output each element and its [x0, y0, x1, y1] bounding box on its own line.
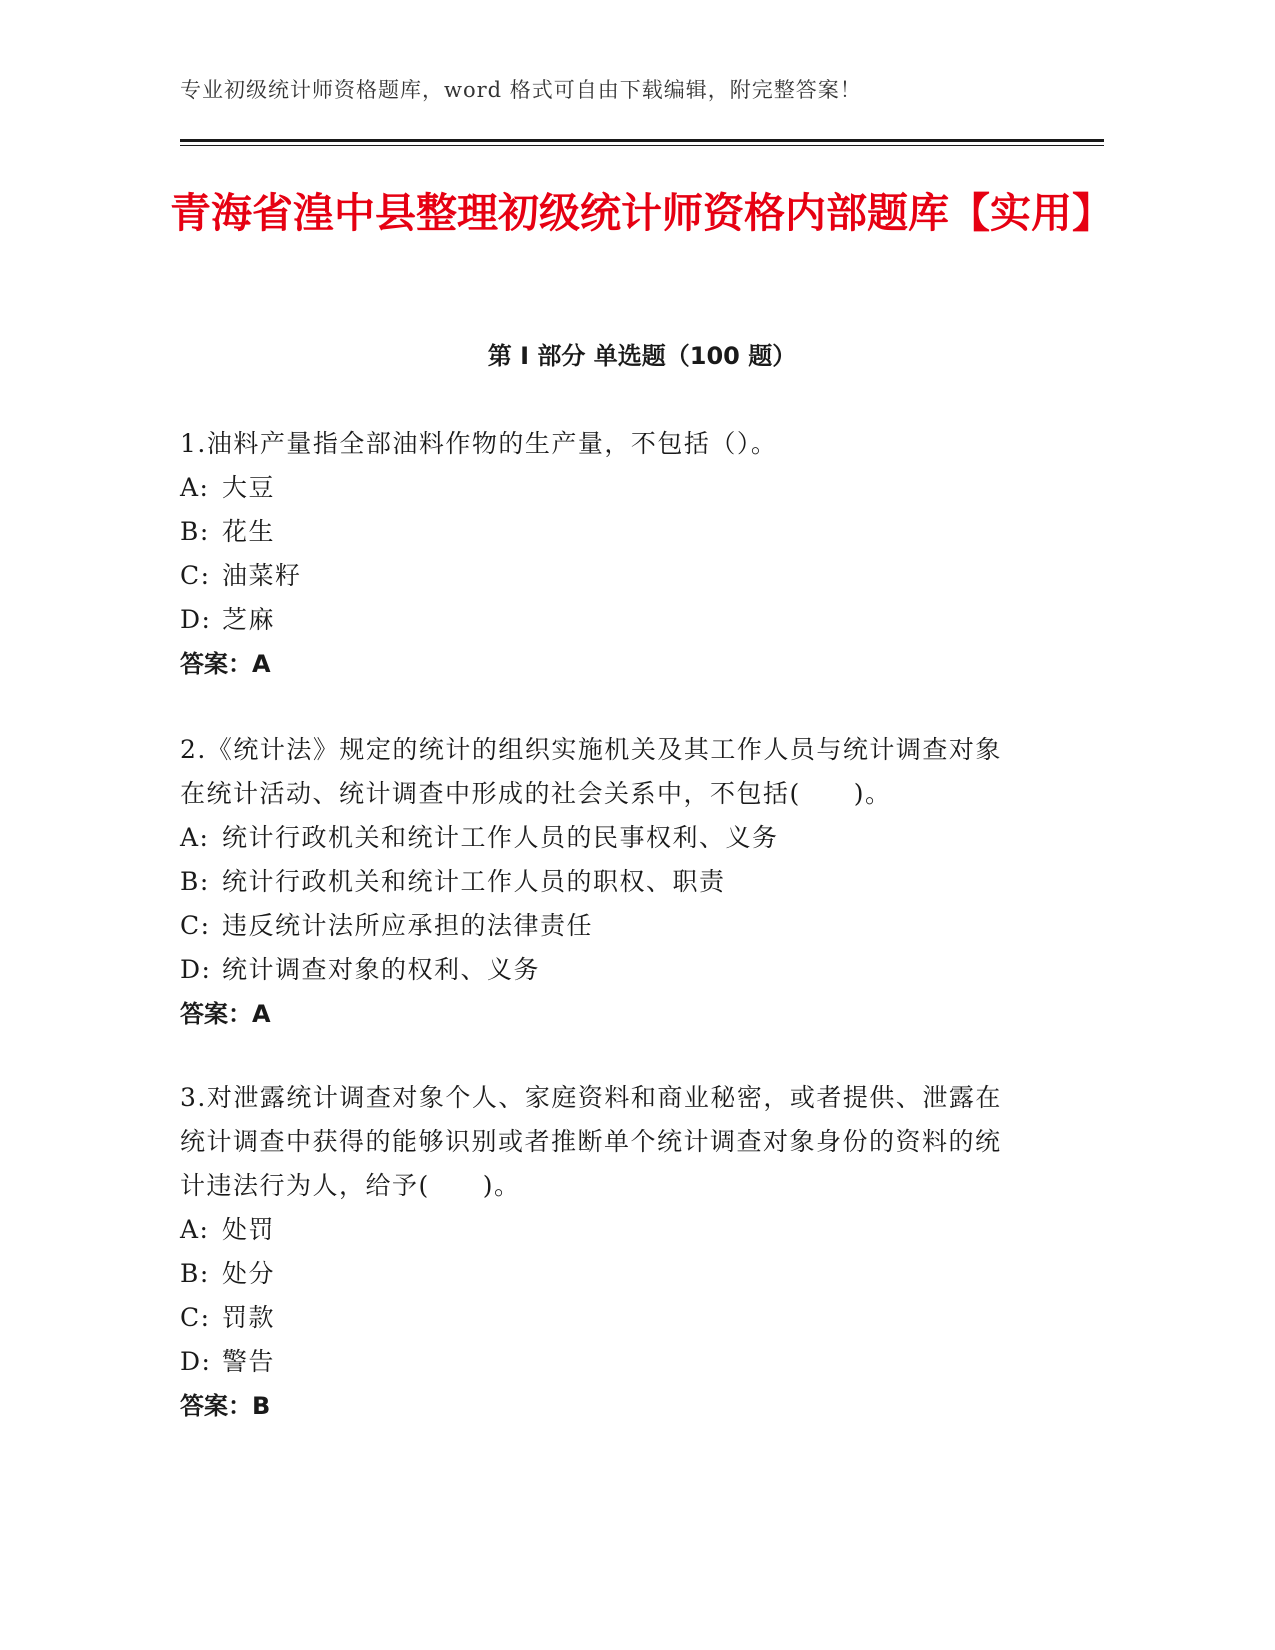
- option-key: A:: [180, 1215, 210, 1244]
- option-key: D:: [180, 955, 212, 984]
- option-text: 大豆: [222, 473, 276, 502]
- question-stem: 1.油料产量指全部油料作物的生产量，不包括（）。: [180, 429, 778, 458]
- option-key: B:: [180, 1259, 210, 1288]
- option-key: C:: [180, 1303, 211, 1332]
- option-c: [180, 904, 1025, 948]
- answer: 答案：A: [180, 1000, 271, 1028]
- option-key: D:: [180, 1347, 212, 1376]
- option-a: [180, 1208, 1025, 1252]
- option-a: [180, 466, 1025, 510]
- option-key: C:: [180, 561, 211, 590]
- option-key: A:: [180, 473, 210, 502]
- option-key: A:: [180, 823, 210, 852]
- option-text: 警告: [222, 1347, 276, 1376]
- answer: 答案：A: [180, 650, 271, 678]
- question-stem: 2.《统计法》规定的统计的组织实施机关及其工作人员与统计调查对象在统计活动、统计调查中形成的社会关系中，不包括( )。: [180, 735, 1002, 808]
- option-text: 处分: [222, 1259, 276, 1288]
- option-key: D:: [180, 605, 212, 634]
- option-d: [180, 1340, 1025, 1384]
- option-key: B:: [180, 517, 210, 546]
- option-text: 芝麻: [222, 605, 276, 634]
- option-key: B:: [180, 867, 210, 896]
- question-3: [180, 1076, 1025, 1428]
- option-d: [180, 598, 1025, 642]
- option-b: [180, 1252, 1025, 1296]
- answer: 答案：B: [180, 1392, 271, 1420]
- option-text: 统计行政机关和统计工作人员的民事权利、义务: [222, 823, 779, 852]
- option-b: [180, 510, 1025, 554]
- section-title: 第 I 部分 单选题（100 题）: [487, 342, 797, 370]
- question-1: [180, 422, 1025, 686]
- option-c: [180, 1296, 1025, 1340]
- option-text: 油菜籽: [222, 561, 302, 590]
- option-a: [180, 816, 1025, 860]
- option-key: C:: [180, 911, 211, 940]
- option-b: [180, 860, 1025, 904]
- header-note: 专业初级统计师资格题库，word 格式可自由下载编辑，附完整答案！: [180, 78, 862, 102]
- option-text: 处罚: [222, 1215, 276, 1244]
- option-text: 罚款: [222, 1303, 276, 1332]
- header-rule-thin: [180, 145, 1104, 146]
- option-c: [180, 554, 1025, 598]
- option-d: [180, 948, 1025, 992]
- option-text: 花生: [222, 517, 276, 546]
- question-2: [180, 728, 1025, 1036]
- option-text: 违反统计法所应承担的法律责任: [222, 911, 594, 940]
- document-title: 青海省湟中县整理初级统计师资格内部题库【实用】: [170, 189, 1113, 237]
- question-stem: 3.对泄露统计调查对象个人、家庭资料和商业秘密，或者提供、泄露在统计调查中获得的能够识别或者推断单个统计调查对象身份的资料的统计违法行为人，给予( )。: [180, 1083, 1002, 1200]
- header-rule-thick: [180, 139, 1104, 142]
- option-text: 统计调查对象的权利、义务: [222, 955, 541, 984]
- option-text: 统计行政机关和统计工作人员的职权、职责: [222, 867, 726, 896]
